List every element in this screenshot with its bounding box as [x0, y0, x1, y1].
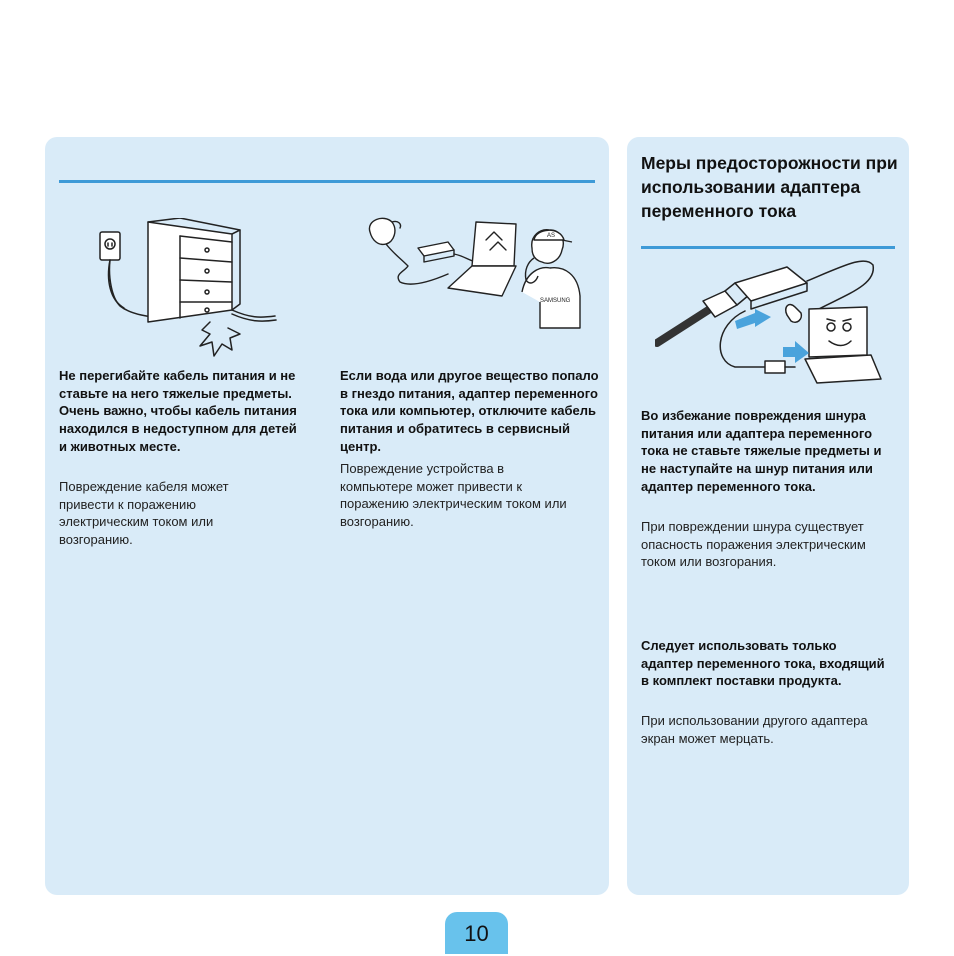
cord-note-text: При повреждении шнура существует опасность поражения электрическим током или возгорания. — [641, 519, 866, 570]
page-title: Меры предосторожности при использовании адаптера переменного тока — [641, 153, 898, 221]
left-header-rule — [59, 180, 595, 183]
cord-warning-text: Во избежание повреждения шнура питания или адаптера переменного тока не ставьте тяжелые предметы и не наступайте на шнур питания или адаптер переменного тока. — [641, 408, 882, 494]
dresser-on-cable-illustration — [90, 218, 280, 358]
page-number: 10 — [445, 912, 508, 954]
adapter-warning-text: Следует использовать только адаптер переменного тока, входящий в комплект поставки продукта. — [641, 638, 885, 689]
adapter-note-text: При использовании другого адаптера экран может мерцать. — [641, 713, 868, 746]
spill-service-illustration — [364, 210, 584, 330]
right-panel — [627, 137, 909, 895]
dresser-note-text: Повреждение кабеля может привести к поражению электрическим током или возгоранию. — [59, 479, 229, 548]
right-header-rule — [641, 246, 895, 249]
adapter-laptop-illustration — [655, 255, 900, 390]
shirt-label: SAMSUNG — [540, 298, 571, 304]
dresser-warning-text: Не перегибайте кабель питания и не ставьте на него тяжелые предметы. Очень важно, чтобы кабель питания находился в недоступном для детей и животных месте. — [59, 368, 297, 454]
spill-note-text: Повреждение устройства в компьютере может привести к поражению электрическим током или возгоранию. — [340, 461, 567, 530]
spill-warning-text: Если вода или другое вещество попало в гнездо питания, адаптер переменного тока или компьютер, отключите кабель питания и обратитесь в сервисный центр. — [340, 368, 599, 454]
cap-label: AS — [547, 233, 556, 239]
